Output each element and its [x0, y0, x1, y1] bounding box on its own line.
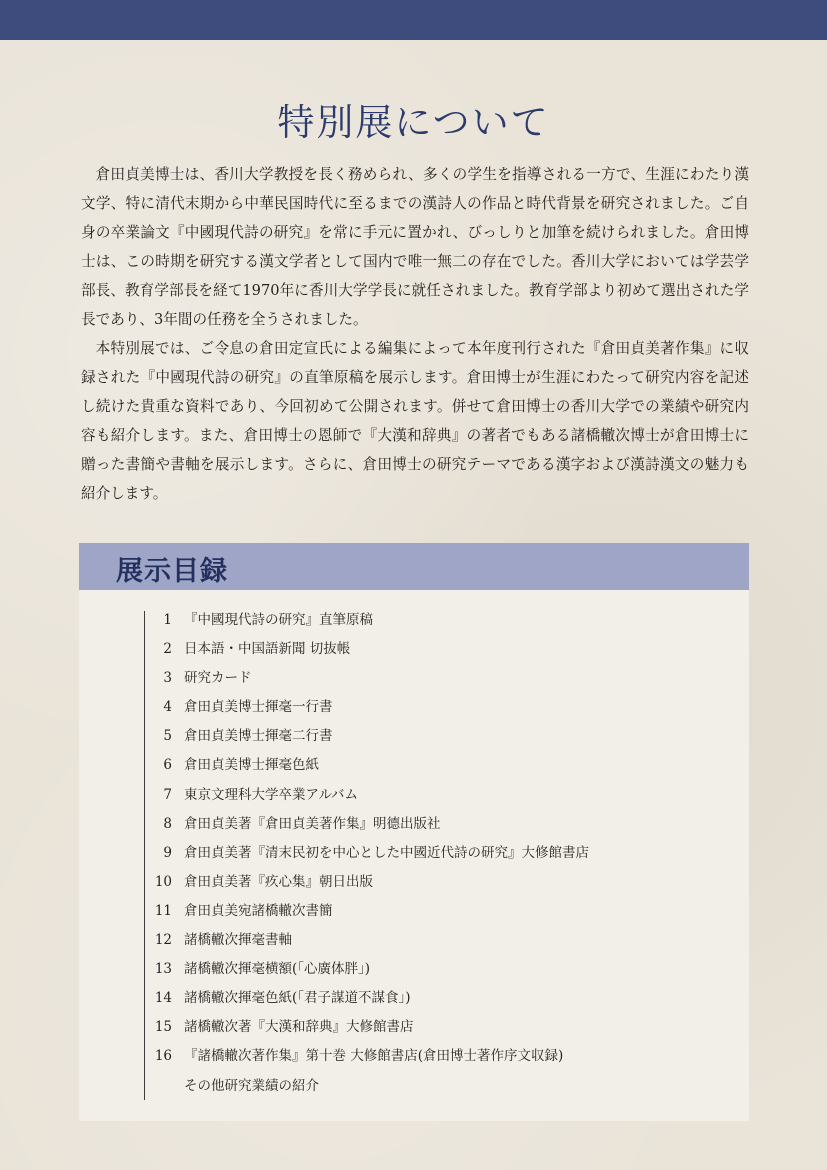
catalog-item [150, 781, 740, 810]
catalog-item [150, 984, 740, 1013]
catalog-item-number: 12 [154, 932, 172, 949]
catalog-item [150, 955, 740, 984]
catalog-item [150, 839, 740, 868]
catalog-header [79, 543, 749, 590]
catalog-item [150, 722, 740, 751]
page-title: 特別展について [277, 101, 550, 144]
catalog-item-text: 諸橋轍次著『大漢和辞典』大修館書店 [184, 1019, 414, 1036]
catalog-item-text: 東京文理科大学卒業アルバム [184, 786, 359, 803]
catalog-item [150, 810, 740, 839]
catalog-item-number: 14 [154, 990, 172, 1007]
catalog-item-text: 研究カード [184, 670, 252, 687]
catalog-item-text: 倉田貞美著『倉田貞美著作集』明德出版社 [184, 815, 441, 832]
catalog-item-text: 倉田貞美著『疚心集』朝日出版 [184, 873, 373, 890]
catalog-item-text: 倉田貞美博士揮毫一行書 [184, 699, 333, 716]
catalog-item [150, 664, 740, 693]
catalog-list [150, 606, 740, 1101]
catalog-item-text: その他研究業績の紹介 [184, 1077, 319, 1094]
catalog-item [150, 1072, 740, 1101]
catalog-item-number: 5 [163, 728, 172, 745]
catalog-item-text: 諸橋轍次揮毫横額(「心廣体胖」) [184, 961, 371, 978]
catalog-item [150, 1042, 740, 1071]
catalog-item-text: 諸橋轍次揮毫書軸 [184, 932, 292, 949]
catalog-item-text: 倉田貞美博士揮毫二行書 [184, 728, 333, 745]
catalog-item [150, 635, 740, 664]
catalog-item [150, 606, 740, 635]
catalog-item [150, 868, 740, 897]
catalog-heading: 展示目録 [116, 556, 228, 587]
catalog-item-number: 3 [163, 670, 172, 687]
catalog-item-text: 日本語・中国語新聞 切抜帳 [184, 641, 351, 658]
catalog-item-text: 倉田貞美博士揮毫色紙 [184, 757, 319, 774]
catalog-item-number: 8 [163, 815, 172, 832]
intro-paragraph-1: 倉田貞美博士は、香川大学教授を長く務められ、多くの学生を指導される一方で、生涯にわたり漢文学、特に清代末期から中華民国時代に至るまでの漢詩人の作品と時代背景を研究されました。ご自身の卒業論文『中國現代詩の研究』を常に手元に置かれ、びっしりと加筆を続けられました。倉田博士は、この時期を研究する漢文学者として国内で唯一無二の存在でした。香川大学においては学芸学部長、教育学部長を経て1970年に香川大学学長に就任されました。教育学部より初めて選出された学長であり、3年間の任務を全うされました。 [81, 166, 749, 328]
catalog-divider-line [144, 611, 145, 1100]
catalog-item-number: 11 [154, 902, 172, 919]
catalog-item-text: 諸橋轍次揮毫色紙(「君子謀道不謀食」) [184, 990, 411, 1007]
catalog-item-text: 倉田貞美著『清末民初を中心とした中國近代詩の研究』大修館書店 [184, 844, 589, 861]
catalog-item-number: 15 [154, 1019, 172, 1036]
catalog-item [150, 1013, 740, 1042]
catalog-item-text: 『中國現代詩の研究』直筆原稿 [184, 612, 373, 628]
catalog-item [150, 693, 740, 722]
catalog-item-number: 2 [163, 641, 172, 658]
catalog-item-number: 16 [154, 1048, 172, 1065]
catalog-item-number: 10 [154, 873, 172, 890]
catalog-item-number: 4 [163, 699, 172, 716]
catalog-item-text: 倉田貞美宛諸橋轍次書簡 [184, 902, 333, 919]
intro-text [81, 160, 749, 508]
catalog-item-number: 7 [163, 786, 172, 803]
catalog-item [150, 926, 740, 955]
catalog-item-number: 6 [163, 757, 172, 774]
catalog-item-text: 『諸橋轍次著作集』第十巻 大修館書店(倉田博士著作序文収録) [184, 1048, 564, 1065]
top-banner [0, 0, 827, 40]
intro-paragraph-2: 本特別展では、ご令息の倉田定宣氏による編集によって本年度刊行された『倉田貞美著作集』に収録された『中國現代詩の研究』の直筆原稿を展示します。倉田博士が生涯にわたって研究内容を記述し続けた貴重な資料であり、今回初めて公開されます。併せて倉田博士の香川大学での業績や研究内容も紹介します。また、倉田博士の恩師で『大漢和辞典』の著者でもある諸橋轍次博士が倉田博士に贈った書簡や書軸を展示します。さらに、倉田博士の研究テーマである漢字および漢詩漢文の魅力も紹介します。 [81, 340, 749, 502]
catalog-item-number: 1 [163, 612, 172, 628]
catalog-item [150, 751, 740, 780]
catalog-item-number: 13 [154, 961, 172, 978]
catalog-item-number: 9 [163, 844, 172, 861]
catalog-item [150, 897, 740, 926]
